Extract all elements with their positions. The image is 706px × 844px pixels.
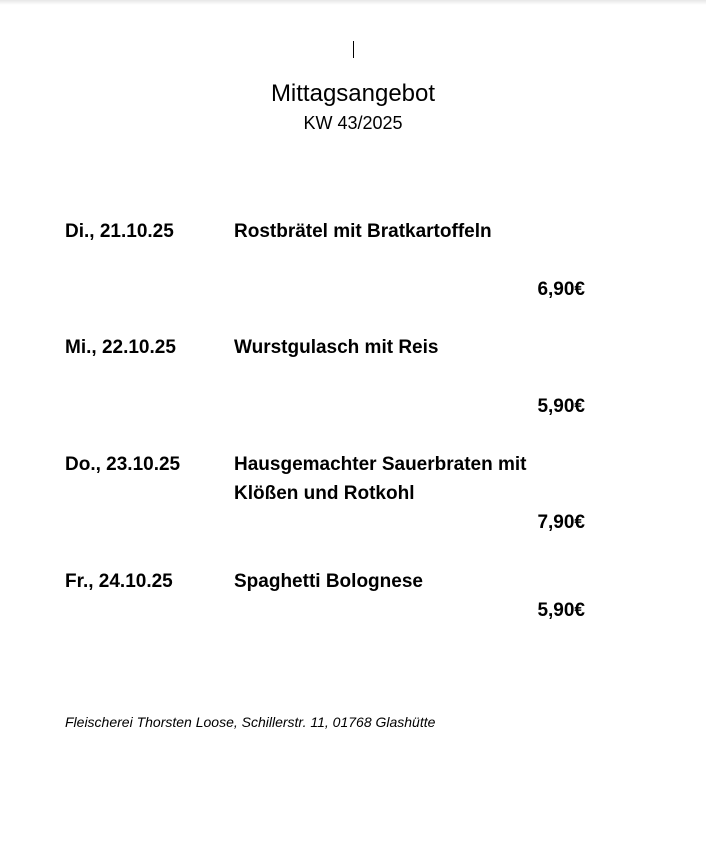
menu-item-dish: Wurstgulasch mit Reis: [234, 337, 439, 358]
menu-item-price: 6,90€: [537, 279, 585, 300]
menu-item-price: 5,90€: [537, 600, 585, 621]
menu-item-price: 5,90€: [537, 396, 585, 417]
menu-item-price: 7,90€: [537, 512, 585, 533]
menu-item-dish: Spaghetti Bolognese: [234, 571, 423, 592]
menu-item-date: Mi., 22.10.25: [65, 337, 176, 358]
page-subtitle: KW 43/2025: [303, 113, 403, 133]
footer-address: Fleischerei Thorsten Loose, Schillerstr. 11, 01768 Glashütte: [65, 714, 436, 730]
page-top-shadow: [0, 0, 706, 5]
menu-item-dish: Hausgemachter Sauerbraten mit Klößen und Rotkohl: [234, 454, 527, 504]
menu-item-date: Do., 23.10.25: [65, 454, 181, 475]
menu-item-date: Fr., 24.10.25: [65, 571, 173, 592]
menu-item-date: Di., 21.10.25: [65, 221, 174, 242]
text-cursor: [353, 41, 354, 58]
page-title: Mittagsangebot: [270, 80, 436, 107]
menu-item-dish: Rostbrätel mit Bratkartoffeln: [234, 221, 492, 242]
